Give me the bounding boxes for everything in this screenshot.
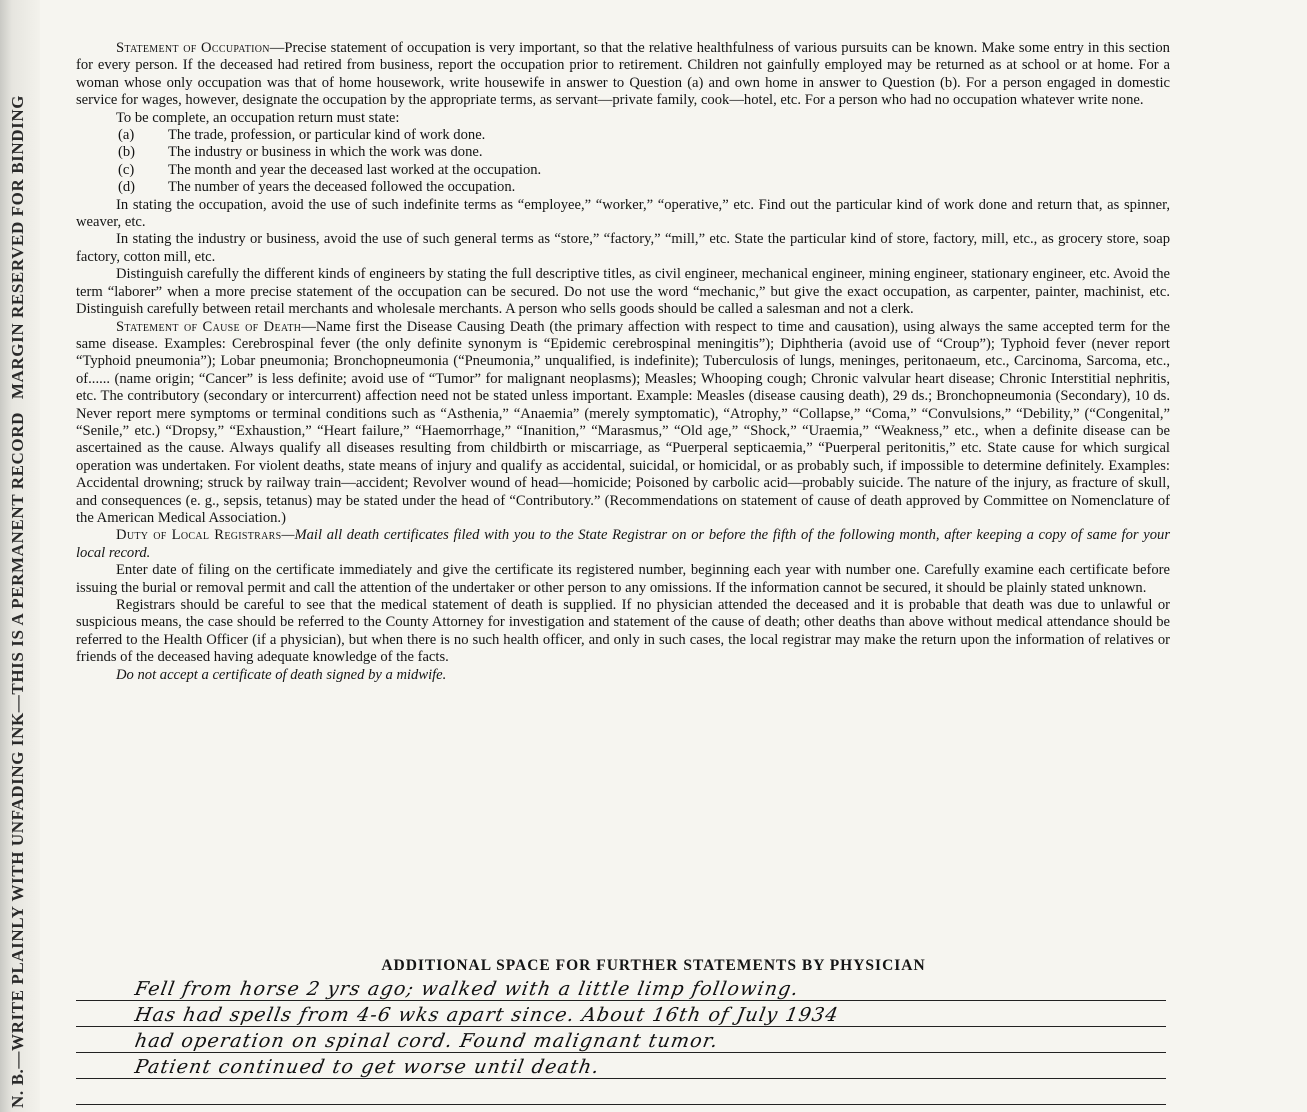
occupation-heading: Statement of Occupation — [116, 40, 270, 56]
occupation-item: (d) The number of years the deceased followed the occupation. — [118, 179, 516, 196]
occupation-intro: —Precise statement of occupation is very important, so that the relative healthfulness of various pursuits can be known. Make some entry in this section for every person. If the deceased had retired from business, report the occupation prior to retirement. Children not gainfully employed may be returned as at school or at home. For a woman whose only occupation was that of home housework, write housewife in answer to Question (a) and own home in answer to Question (b). For a person engaged in domestic service for wages, however, designate the occupation by the appropriate terms, as servant—private family, cook—hotel, etc. For a person who had no occupation whatever write none. — [76, 40, 1170, 109]
physician-handwritten-line: Has had spells from 4-6 wks apart since. About 16th of July 1934 — [133, 1004, 841, 1026]
ruled-line — [76, 1026, 1166, 1027]
physician-handwritten-line: Patient continued to get worse until death. — [133, 1056, 602, 1078]
ruled-line — [76, 1104, 1166, 1105]
registrars-heading: Duty of Local Registrars — [116, 527, 282, 544]
registrars-filing-paragraph: Enter date of filing on the certificate immediately and give the certificate its registered number, beginning each year with number one. Carefully examine each certificate before issuing the burial or removal permit and call the attention of the undertaker or other person to any omissions. If the information cannot be secured, it should be plainly stated unknown. — [76, 562, 1170, 596]
physician-handwritten-line: Fell from horse 2 yrs ago; walked with a little limp following. — [133, 978, 801, 1000]
binding-margin-text — [2, 8, 34, 1108]
occupation-engineers-paragraph: Distinguish carefully the different kinds of engineers by stating the full descriptive titles, as civil engineer, mechanical engineer, mining engineer, stationary engineer, etc. Avoid the term “laborer” when a more precise statement of the occupation can be secured. Do not use the word “mechanic,” but give the exact occupation, as carpenter, painter, machinist, etc. Distinguish carefully between retail merchants and wholesale merchants. A person who sells goods should be called a salesman and not a clerk. — [76, 266, 1170, 318]
instructions-text — [76, 40, 1170, 684]
occupation-complete-intro: To be complete, an occupation return must state: — [116, 109, 400, 126]
ruled-line — [76, 1052, 1166, 1053]
occupation-item: (c) The month and year the deceased last worked at the occupation. — [118, 161, 542, 178]
registrars-duty-paragraph — [76, 527, 1170, 562]
midwife-note: Do not accept a certificate of death signed by a midwife. — [116, 666, 447, 683]
binding-reserved-note: MARGIN RESERVED FOR BINDING — [8, 94, 27, 400]
cause-heading: Statement of Cause of Death — [116, 318, 302, 335]
registrars-duty-text: —Mail all death certificates filed with you to the State Registrar on or before the fifth of the following month, after keeping a copy of same for your local record. — [76, 527, 1170, 561]
registrars-careful-paragraph: Registrars should be careful to see that the medical statement of death is supplied. If no physician attended the deceased and it is probable that death was due to unlawful or suspicious means, the case should be referred to the County Attorney for investigation and statement of the cause of death; other deaths than above without medical attendance should be referred to the Health Officer (if a physician), but when there is no such health officer, and only in such cases, the local registrar may make the return upon the information of relatives or friends of the deceased having adequate knowledge of the facts. — [76, 597, 1170, 666]
cause-text: —Name first the Disease Causing Death (the primary affection with respect to time and causation), using always the same accepted term for the same disease. Examples: Cerebrospinal fever (the only definite synonym is “Epidemic cerebrospinal meningitis”); Diphtheria (avoid use of “Croup”); Typhoid fever (never report “Typhoid pneumonia”); Lobar pneumonia; Bronchopneumonia (“Pneumonia,” unqualified, is indefinite); Tuberculosis of lungs, meninges, peritonaeum, etc., Carcinoma, Sarcoma, etc., of...... (name origin; “Cancer” is less definite; avoid use of “Tumor” for malignant neoplasms); Measles; Whooping cough; Chronic valvular heart disease; Chronic Interstitial nephritis, etc. The contributory (secondary or intercurrent) affection need not be stated unless important. Example: Measles (disease causing death), 29 ds.; Bronchopneumonia (Secondary), 10 ds. Never report mere symptoms or terminal conditions such as “Asthenia,” “Anaemia” (merely symptomatic), “Atrophy,” “Collapse,” “Coma,” “Convulsions,” “Debility,” (“Congenital,” “Senile,” etc.) “Dropsy,” “Exhaustion,” “Heart failure,” “Haemorrhage,” “Inanition,” “Marasmus,” “Old age,” “Shock,” “Uraemia,” “Weakness,” etc., when a definite disease can be ascertained as the cause. Always qualify all diseases resulting from childbirth or miscarriage, as “Puerperal septicaemia,” “Puerperal peritonitis,” etc. State cause for which surgical operation was undertaken. For violent deaths, state means of injury and qualify as accidental, suicidal, or homicidal, or as probably such, if impossible to determine definitely. Examples: Accidental drowning; struck by railway train—accident; Revolver wound of head—homicide; Poisoned by carbolic acid—probably suicide. The nature of the injury, as fracture of skull, and consequences (e. g., sepsis, tetanus) may be stated under the head of “Contributory.” (Recommendations on statement of cause of death approved by Committee on Nomenclature of the American Medical Association.) — [76, 318, 1170, 526]
occupation-industry-paragraph: In stating the industry or business, avoid the use of such general terms as “store,” “factory,” “mill,” etc. State the particular kind of store, factory, mill, etc., as grocery store, soap factory, cotton mill, etc. — [76, 231, 1170, 265]
physician-handwritten-line: had operation on spinal cord. Found malignant tumor. — [133, 1030, 721, 1052]
physician-section-title: ADDITIONAL SPACE FOR FURTHER STATEMENTS BY PHYSICIAN — [381, 957, 926, 974]
occupation-item: (a) The trade, profession, or particular kind of work done. — [118, 127, 486, 144]
permanent-record-note: N. B.—WRITE PLAINLY WITH UNFADING INK—THIS IS A PERMANENT RECORD — [8, 411, 27, 1108]
occupation-paragraph — [76, 40, 1170, 110]
occupation-item: (b) The industry or business in which the work was done. — [118, 144, 483, 161]
occupation-terms-paragraph: In stating the occupation, avoid the use of such indefinite terms as “employee,” “worker,” “operative,” etc. Find out the particular kind of work done and return that, as spinner, weaver, etc. — [76, 196, 1170, 231]
ruled-line — [76, 1078, 1166, 1079]
cause-paragraph — [76, 319, 1170, 528]
ruled-line — [76, 1000, 1166, 1001]
